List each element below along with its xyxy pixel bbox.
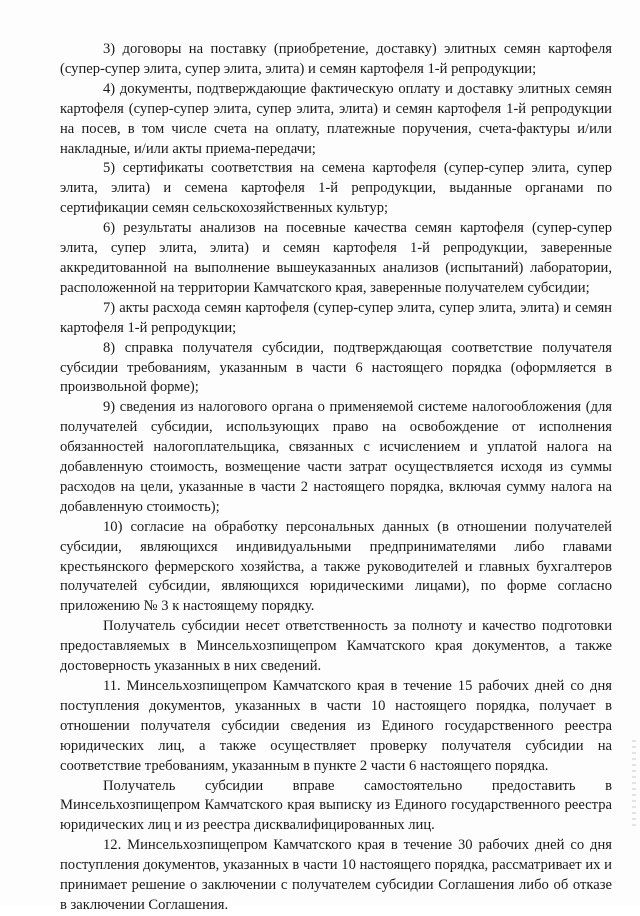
paragraph-item-5: 5) сертификаты соответствия на семена картофеля (супер-супер элита, супер элита, элита) и семена картофеля 1-й репродукции, выданные органами по сертификации семян сельскохозяйственных культур; bbox=[60, 160, 612, 217]
document-body bbox=[60, 40, 612, 916]
paragraph-item-8: 8) справка получателя субсидии, подтверждающая соответствие получателя субсидии требованиям, указанным в части 6 настоящего порядка (оформляется в произвольной форме); bbox=[60, 339, 612, 396]
paragraph-item-10: 10) согласие на обработку персональных данных (в отношении получателей субсидии, являющихся индивидуальными предпринимателями либо главами крестьянского фермерского хозяйства, а также руководителей и главных бухгалтеров получателей субсидии, являющихся юридическими лицами), по форме согласно приложению № 3 к настоящему порядку. bbox=[60, 518, 612, 615]
paragraph-section-11: 11. Минсельхозпищепром Камчатского края в течение 15 рабочих дней со дня поступления документов, указанных в части 10 настоящего порядка, получает в отношении получателя субсидии сведения из Единого государственного реестра юридических лиц, а также осуществляет проверку получателя субсидии на соответствие требованиям, указанным в пункте 2 части 6 настоящего порядка. bbox=[60, 678, 612, 774]
paragraph-item-7: 7) акты расхода семян картофеля (супер-супер элита, супер элита, элита) и семян картофеля 1-й репродукции; bbox=[60, 299, 612, 336]
scan-edge-marks bbox=[632, 740, 636, 830]
paragraph-responsibility: Получатель субсидии несет ответственность за полноту и качество подготовки предоставляемых в Минсельхозпищепром Камчатского края документов, а также достоверность указанных в них сведений. bbox=[60, 618, 612, 675]
paragraph-self-submission: Получатель субсидии вправе самостоятельно предоставить в Минсельхозпищепром Камчатского края выписку из Единого государственного реестра юридических лиц и из реестра дисквалифицированных лиц. bbox=[60, 777, 612, 834]
paragraph-section-12: 12. Минсельхозпищепром Камчатского края в течение 30 рабочих дней со дня поступления документов, указанных в части 10 настоящего порядка, рассматривает их и принимает решение о заключении с получателем субсидии Соглашения либо об отказе в заключении Соглашения. bbox=[60, 837, 612, 913]
paragraph-item-6: 6) результаты анализов на посевные качества семян картофеля (супер-супер элита, супер элита, элита) и семян картофеля 1-й репродукции, заверенные аккредитованной на выполнение вышеуказанных анализов (испытаний) лаборатории, расположенной на территории Камчатского края, заверенные получателем субсидии; bbox=[60, 220, 612, 296]
paragraph-item-4: 4) документы, подтверждающие фактическую оплату и доставку элитных семян картофеля (супер-супер элита, супер элита, элита) и семян картофеля 1-й репродукции на посев, в том числе счета на оплату, платежные поручения, счета-фактуры и/или накладные, и/или акты приема-передачи; bbox=[60, 80, 612, 157]
paragraph-item-9: 9) сведения из налогового органа о применяемой системе налогообложения (для получателей субсидии, использующих право на освобождение от исполнения обязанностей налогоплательщика, связанных с исчислением и уплатой налога на добавленную стоимость, возмещение части затрат осуществляется исходя из суммы расходов на цели, указанные в части 2 настоящего порядка, включая сумму налога на добавленную стоимость); bbox=[60, 399, 612, 515]
paragraph-item-3: 3) договоры на поставку (приобретение, доставку) элитных семян картофеля (супер-супер элита, супер элита, элита) и семян картофеля 1-й репродукции; bbox=[60, 41, 612, 77]
